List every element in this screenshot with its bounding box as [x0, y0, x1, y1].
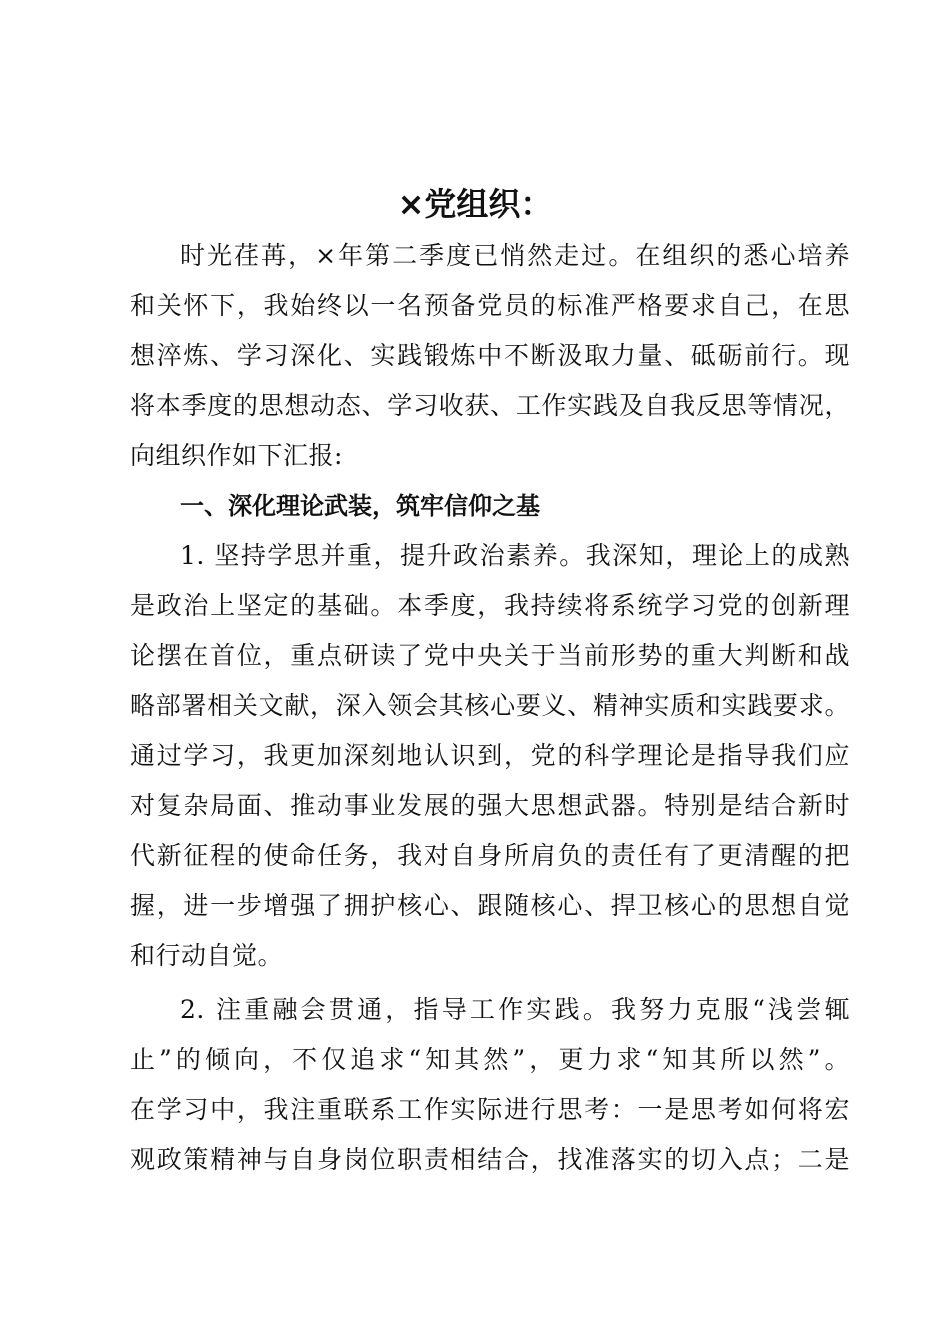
- document-body: [130, 231, 850, 1185]
- paragraph-item-2: [130, 985, 850, 1185]
- text-line: 略部署相关文献，深入领会其核心要义、精神实质和实践要求。: [130, 691, 850, 720]
- text-line: 和关怀下，我始终以一名预备党员的标准严格要求自己，在思: [130, 291, 850, 320]
- document-title: ×党组织：: [397, 185, 553, 223]
- text-line: 向组织作如下汇报:: [130, 441, 343, 470]
- text-line: 握，进一步增强了拥护核心、跟随核心、捍卫核心的思想自觉: [130, 891, 850, 920]
- text-line: 止”的倾向，不仅追求“知其然”，更力求“知其所以然”。: [130, 1045, 850, 1074]
- section-heading: 一、深化理论武装，筑牢信仰之基: [180, 492, 540, 520]
- text-line: 想淬炼、学习深化、实践锻炼中不断汲取力量、砥砺前行。现: [130, 341, 850, 370]
- text-line: 观政策精神与自身岗位职责相结合，找准落实的切入点；二是: [130, 1145, 850, 1174]
- text-line: 1. 坚持学思并重，提升政治素养。我深知，理论上的成熟: [180, 541, 850, 570]
- text-line: 和行动自觉。: [130, 941, 284, 970]
- text-line: 在学习中，我注重联系工作实际进行思考：一是思考如何将宏: [130, 1095, 850, 1124]
- text-line: 论摆在首位，重点研读了党中央关于当前形势的重大判断和战: [130, 641, 850, 670]
- paragraph-item-1: [130, 531, 850, 981]
- intro-paragraph: [130, 231, 850, 481]
- text-line: 对复杂局面、推动事业发展的强大思想武器。特别是结合新时: [130, 791, 850, 820]
- text-line: 代新征程的使命任务，我对自身所肩负的责任有了更清醒的把: [130, 841, 850, 870]
- text-line: 2. 注重融会贯通，指导工作实践。我努力克服“浅尝辄: [180, 995, 850, 1024]
- text-line: 时光荏苒，×年第二季度已悄然走过。在组织的悉心培养: [180, 241, 850, 270]
- text-line: 是政治上坚定的基础。本季度，我持续将系统学习党的创新理: [130, 591, 850, 620]
- text-line: 将本季度的思想动态、学习收获、工作实践及自我反思等情况，: [130, 391, 850, 420]
- text-line: 通过学习，我更加深刻地认识到，党的科学理论是指导我们应: [130, 741, 850, 770]
